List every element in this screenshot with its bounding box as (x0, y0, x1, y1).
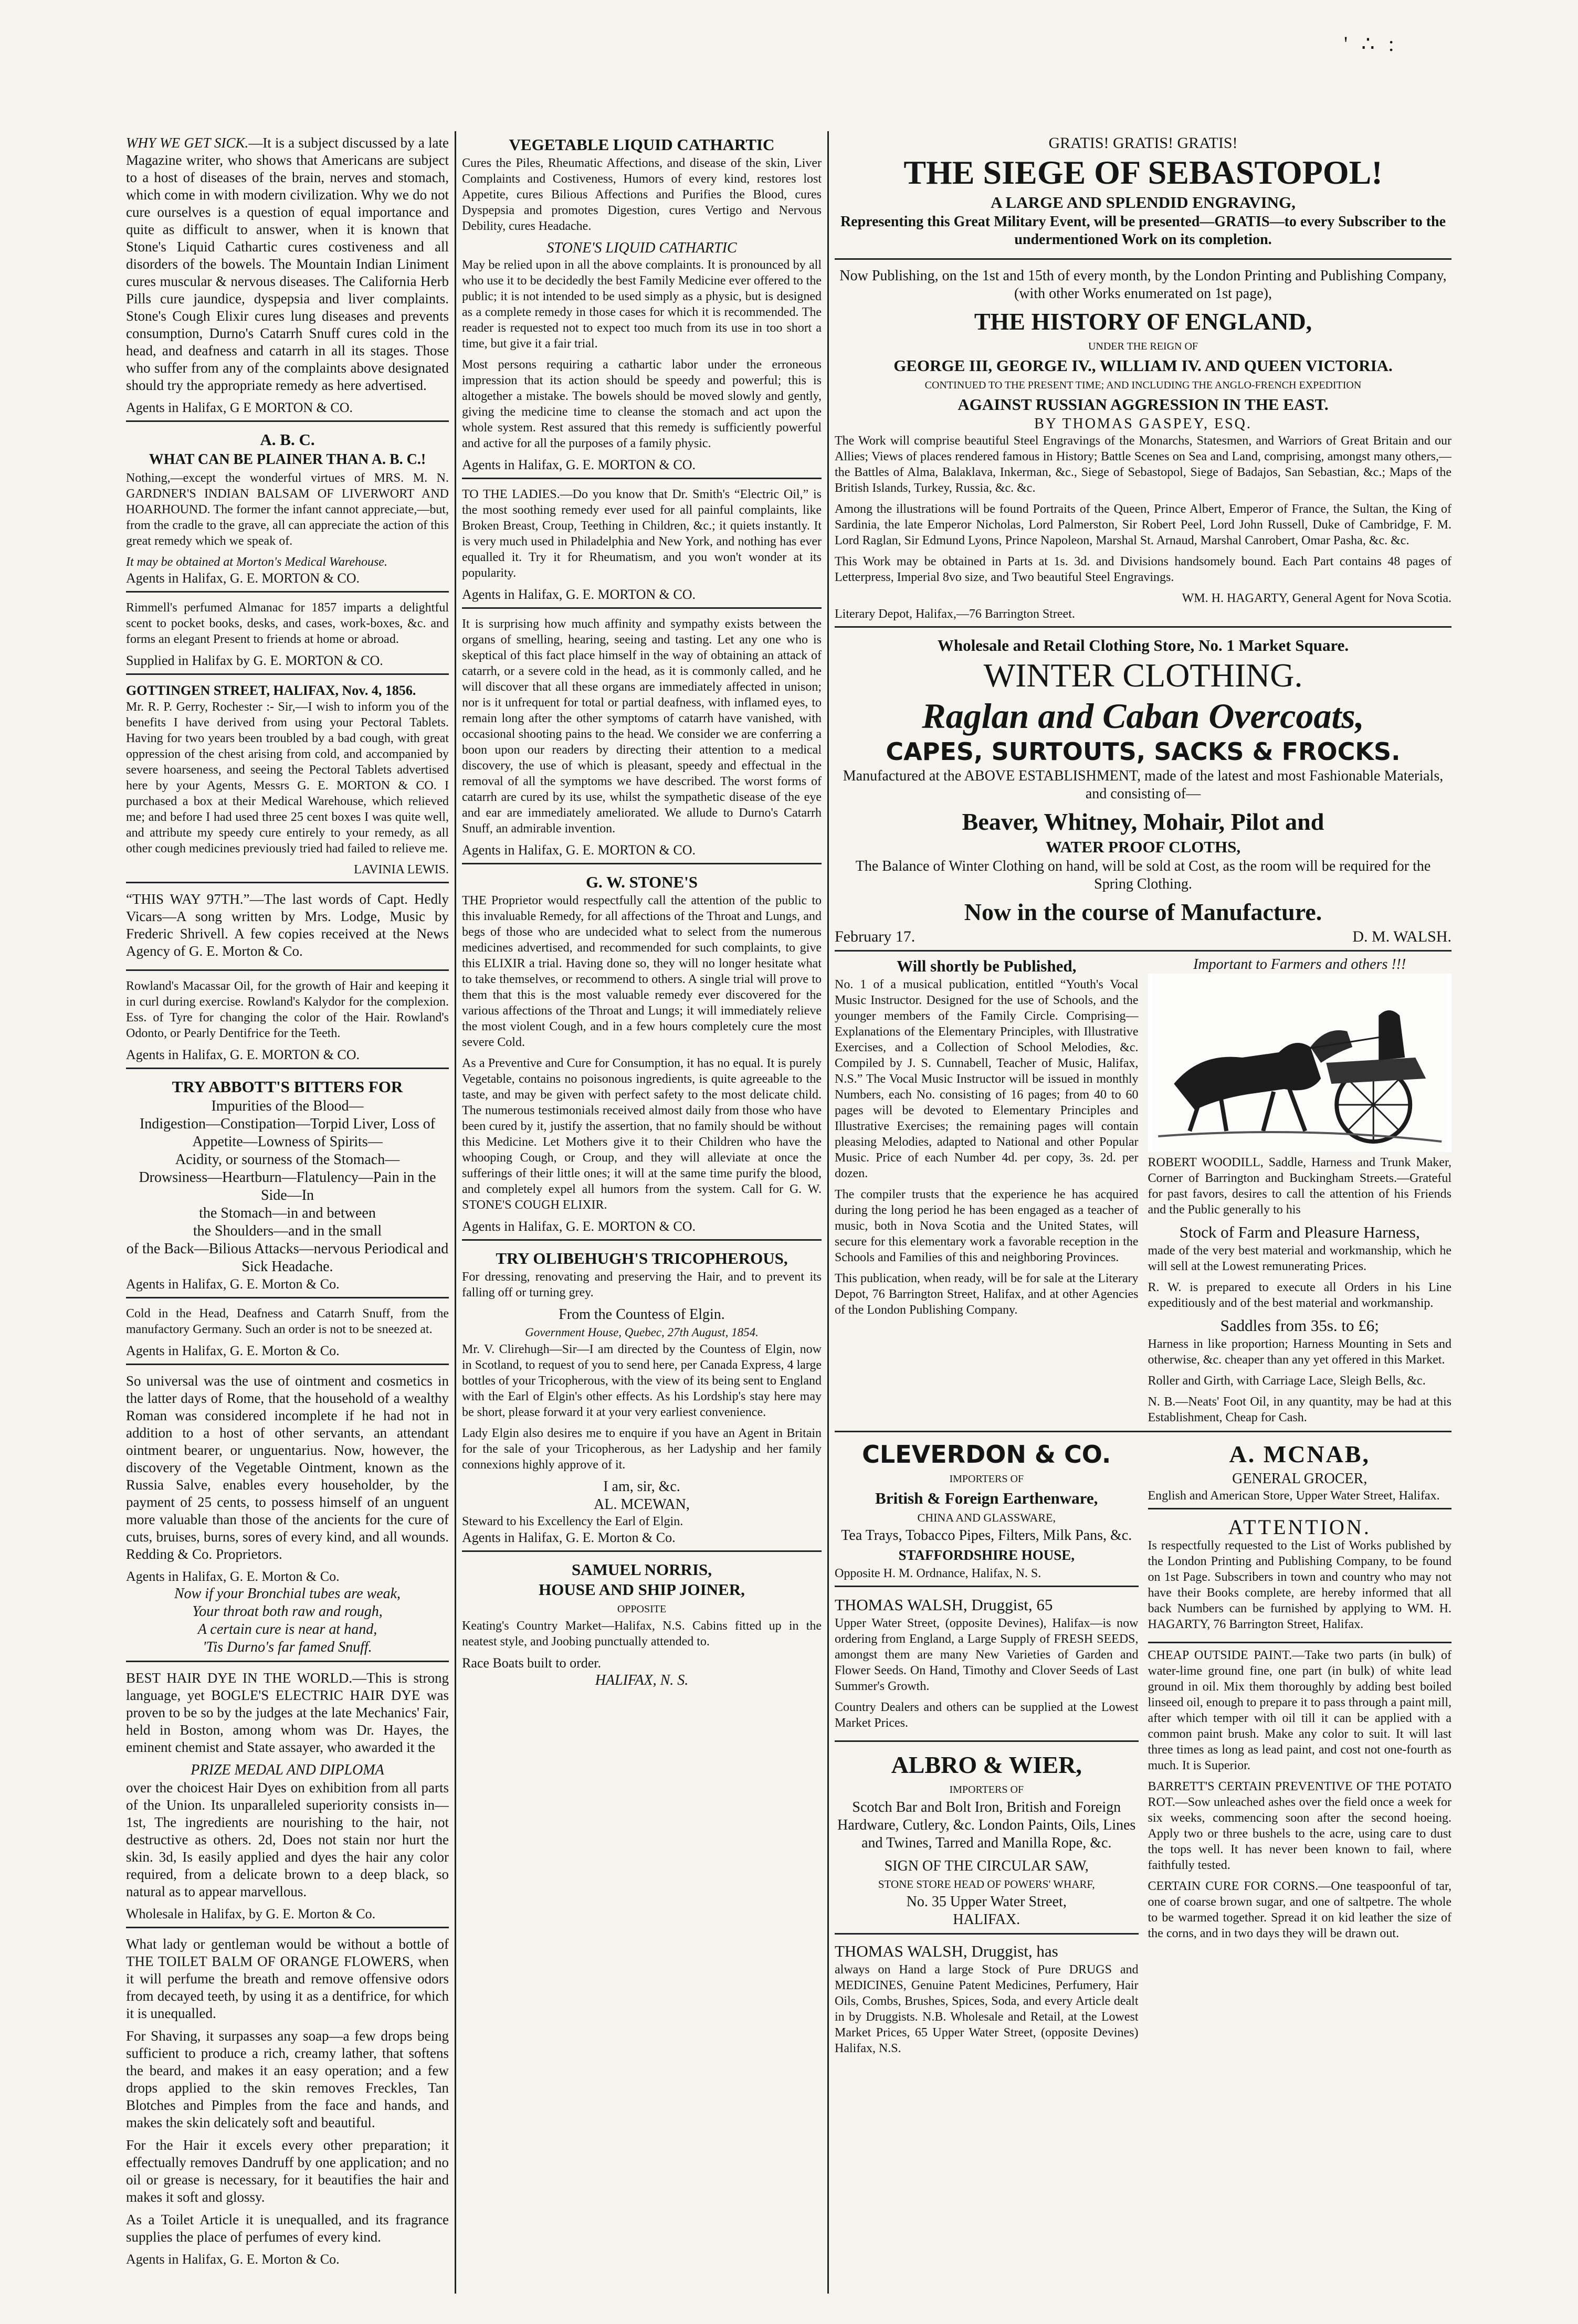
ad-title: THE HISTORY OF ENGLAND, (974, 308, 1312, 335)
column-rule (455, 131, 456, 2294)
ad-title: THOMAS WALSH, Druggist, has (835, 1942, 1058, 1960)
agents-line: Agents in Halifax, G. E. MORTON & CO. (126, 571, 360, 586)
ad-depot: Literary Depot, Halifax,—76 Barrington Street. (835, 607, 1075, 621)
ad-subtitle: A LARGE AND SPLENDID ENGRAVING, (991, 193, 1296, 212)
ad-importers: IMPORTERS OF (949, 1784, 1024, 1795)
abbott-line: the Shoulders—and in the small (193, 1223, 382, 1239)
ad-raglan: Raglan and Caban Overcoats, (922, 696, 1364, 736)
ad-title: TRY ABBOTT'S BITTERS FOR (172, 1078, 403, 1096)
ad-body: Rowland's Macassar Oil, for the growth of Hair and keeping it in curl during exercise. Rowland's Kalydor for the complexion. Ess. of Tyre for changing the color of the Hair. Rowland's Odonto, or Pearly Dentifrice for the Teeth. (126, 979, 449, 1040)
ad-dateline: Government House, Quebec, 27th August, 1854. (525, 1326, 759, 1339)
ad-mcnab (1148, 1435, 1452, 1509)
right-subcolumn (1148, 1435, 1452, 2062)
verse-line: A certain cure is near at hand, (197, 1621, 377, 1638)
ad-role: Steward to his Excellency the Earl of Elgin. (462, 1515, 683, 1528)
agents-line: Agents in Halifax, G E MORTON & CO. (126, 400, 353, 415)
ad-body: Country Dealers and others can be supplied at the Lowest Market Prices. (835, 1700, 1139, 1730)
ad-body: This Work may be obtained in Parts at 1s. 3d. and Divisions handsomely bound. Each Part contains 48 pages of Letterpress, Imperial 8vo size, and Two beautiful Steel Engravings. (835, 555, 1451, 584)
ad-walsh-seeds (835, 1591, 1139, 1742)
ad-body: Manufactured at the ABOVE ESTABLISHMENT, made of the latest and most Fashionable Materials, and consisting of— (843, 768, 1444, 802)
ad-subtitle: WHAT CAN BE PLAINER THAN A. B. C.! (149, 451, 426, 468)
ad-title: CLEVERDON & CO. (862, 1440, 1111, 1469)
ad-body: Mr. V. Clirehugh—Sir—I am directed by the Countess of Elgin, now in Scotland, to request of you to send here, per Canada Express, 4 large bottles of your Tricopherous, with the view of its being sent to England with the Earl of Elgin's other effects. As his Lordship's stay here may be short, please forward it at your very earliest convenience. (462, 1343, 822, 1419)
ad-recipes (1148, 1647, 1452, 1941)
ad-body: The compiler trusts that the experience he has acquired during the long period he has been engaged as a teacher of music, both in Nova Scotia and the United States, will secure for this elementary work a favorable reception in the Schools and Families of this and neighboring Provinces. (835, 1188, 1139, 1264)
agents-line: Agents in Halifax, G. E. Morton & Co. (126, 1343, 340, 1358)
ad-body: The Work will comprise beautiful Steel Engravings of the Monarchs, Statesmen, and Warriors of Great Britain and our Allies; Views of places rendered famous in History; Battle Scenes on Sea and Land, comprising, amongst many others,—the Battles of Alma, Balaklava, Inkerman, &c., Siege of Sebastopol, Siege of Badajos, San Sebastian, &c.; Maps of the British Islands, Turkey, Russia, &c. &c. (835, 434, 1451, 495)
ad-cloths: WATER PROOF CLOTHS, (1045, 838, 1241, 856)
ad-address: Opposite H. M. Ordnance, Halifax, N. S. (835, 1567, 1042, 1580)
column-left (126, 131, 449, 2294)
ad-music-publication (835, 956, 1139, 1431)
ad-tricopherous (462, 1245, 822, 1552)
ad-albro-wier (835, 1746, 1139, 1935)
ad-body: Scotch Bar and Bolt Iron, British and Foreign Hardware, Cutlery, &c. London Paints, Oils, Lines and Twines, Tarred and Manilla Rope, &c. (837, 1799, 1136, 1851)
ad-line: British & Foreign Earthenware, (875, 1489, 1098, 1507)
abbott-line: of the Back—Bilious Attacks—nervous Periodical and Sick Headache. (126, 1241, 449, 1275)
ad-sign: SIGN OF THE CIRCULAR SAW, (884, 1858, 1089, 1874)
ad-stock: Stock of Farm and Pleasure Harness, (1179, 1223, 1420, 1241)
ad-manufacture: Now in the course of Manufacture. (964, 899, 1322, 925)
ad-body: TO THE LADIES.—Do you know that Dr. Smith's “Electric Oil,” is the most soothing remedy ever used for all painful complaints, like Broken Breast, Croup, Teething in Children, &c.; it quiets instantly. It is very much used in Philadelphia and New York, and nothing has ever equalled it. Try it for Rheumatism, and you won't wonder at its popularity. (462, 488, 822, 580)
ad-subtitle: STONE'S LIQUID CATHARTIC (546, 240, 737, 256)
abbott-line: Impurities of the Blood— (211, 1098, 364, 1114)
split-row-2 (835, 1431, 1451, 2062)
agents-line: Agents in Halifax, G. E. MORTON & CO. (462, 457, 696, 472)
ad-body: N. B.—Neats' Foot Oil, in any quantity, may be had at this Establishment, Cheap for Cash. (1148, 1395, 1451, 1424)
ad-signature: AL. MCEWAN, (594, 1496, 690, 1513)
ad-body: Rimmell's perfumed Almanac for 1857 imparts a delightful scent to pocket books, desks, and cases, work-boxes, &c. and forms an elegant Present to friends at home or abroad. (126, 601, 449, 646)
agents-line: Agents in Halifax, G. E. Morton & Co. (126, 1276, 340, 1292)
ad-cleverdon (835, 1435, 1139, 1587)
agents-line: Agents in Halifax, G. E. MORTON & CO. (462, 1219, 696, 1234)
ad-body: Harness in like proportion; Harness Mounting in Sets and otherwise, &c. cheaper than any yet offered in this Market. (1148, 1337, 1451, 1367)
ad-attention (1148, 1514, 1452, 1643)
ad-subtitle: GENERAL GROCER, (1232, 1471, 1367, 1487)
ad-this-way (126, 888, 449, 971)
ad-body: Most persons requiring a cathartic labor under the erroneous impression that its action should be speedy and powerful; this is altogether a mistake. The bowels should be moved slowly and gently, giving the medicine time to cleanse the stomach and act upon the whole system. Rest assured that this remedy is sufficiently powerful and active for all the purposes of a family physic. (462, 358, 822, 450)
column-rule (827, 131, 829, 2294)
ad-body: R. W. is prepared to execute all Orders in his Line expeditiously and of the best material and workmanship. (1148, 1281, 1451, 1310)
ad-place: HALIFAX, N. S. (595, 1672, 689, 1688)
agents-line: Agents in Halifax, G. E. MORTON & CO. (462, 587, 696, 602)
ad-catarrh (462, 613, 822, 864)
ad-abc (126, 426, 449, 593)
ad-house: STAFFORDSHIRE HOUSE, (898, 1547, 1075, 1563)
ad-body: Keating's Country Market—Halifax, N.S. Cabins fitted up in the neatest style, and Joobing punctually attended to. (462, 1619, 822, 1649)
ad-body: —This is strong language, yet BOGLE'S ELECTRIC HAIR DYE was proven to be so by the judges at the late Mechanics' Fair, held in Boston, among whom was Dr. Hayes, the eminent chemist and State assayer, who awarded it the (126, 1670, 449, 1755)
ad-hair-dye (126, 1666, 449, 1928)
agents-line: Agents in Halifax, G. E. MORTON & CO. (462, 842, 696, 858)
ad-toilet-balm (126, 1932, 449, 2272)
ad-body: THE Proprietor would respectfully call the attention of the public to this invaluable Remedy, for all affections of the Throat and Lungs, and begs of those who are undecided what to select from the numerous medicines advertised, and recommended for such complaints, to give this ELIXIR a trial. Having done so, they will no longer hesitate what to take themselves, or recommend to others. A single trial will prove to them that this is the most valuable remedy ever discovered for the various affections of the Throat and Lungs; it will immediately relieve the most violent Cough, and in a few hours completely cure the most severe Cold. (462, 894, 822, 1049)
ad-body: made of the very best material and workmanship, which he will sell at the Lowest remunerating Prices. (1148, 1244, 1451, 1273)
ad-body: As a Preventive and Cure for Consumption, it has no equal. It is purely Vegetable, contains no poisonous ingredients, is quite agreeable to the taste, and may be given with perfect safety to the most delicate child. The numerous testimonials received almost daily from those who have been cured by it, justify the assertion, that no family should be without this Medicine. Let Mothers give it to their Children who have the whooping Cough, or Croup, and they will alleviate at once the sufferings of their little ones; it will at the same time purify the blood, and completely expel all humors from the system. Call for G. W. STONE'S COUGH ELIXIR. (462, 1057, 822, 1212)
ad-cold-snuff (126, 1303, 449, 1365)
ad-rimmel (126, 597, 449, 675)
ad-vegetable-cathartic (462, 131, 822, 479)
ad-title: G. W. STONE'S (585, 873, 698, 891)
ad-continued: CONTINUED TO THE PRESENT TIME; AND INCLUDING THE ANGLO-FRENCH EXPEDITION (924, 379, 1362, 391)
abbott-line: Acidity, or sourness of the Stomach— (175, 1152, 400, 1168)
recipe-corns: CERTAIN CURE FOR CORNS.—One teaspoonful of tar, one of coarse brown sugar, and one of saltpetre. The whole to be warmed together. Spread it on kid leather the size of the corns, and in two days they will be drawn out. (1148, 1879, 1451, 1940)
ad-title: ALBRO & WIER, (891, 1751, 1082, 1778)
ad-body: over the choicest Hair Dyes on exhibition from all parts of the Union. Its unparalleled superiority consists in—1st, The ingredients are nourishing to the hair, not destructive as others. 2d, Does not stain nor hurt the skin. 3d, Is easily applied and dyes the hair any color required, from a delicate brown to a deep black, so natural as to appear marvellous. (126, 1780, 449, 1899)
verse-line: 'Tis Durno's far famed Snuff. (203, 1639, 372, 1655)
ad-body: “THIS WAY 97TH.”—The last words of Capt. Hedly Vicars—A song written by Mrs. Lodge, Music by Frederic Shrivell. A few copies received at the News Agency of G. E. Morton & Co. (126, 891, 449, 959)
ad-body: Is respectfully requested to the List of Works published by the London Printing and Publishing Company, to be found on 1st Page. Subscribers in town and country who may not have their Books complete, are hereby informed that all back Numbers can be furnished by applying to WM. H. HAGARTY, 76 Barrington Street, Halifax. (1148, 1539, 1451, 1631)
ad-abbott (126, 1073, 449, 1298)
ad-sebastopol (835, 131, 1451, 260)
ad-body: Cold in the Head, Deafness and Catarrh Snuff, from the manufactory Germany. Such an order is not to be sneezed at. (126, 1307, 449, 1336)
verse-line: Now if your Bronchial tubes are weak, (174, 1586, 401, 1602)
ad-address: English and American Store, Upper Water Street, Halifax. (1148, 1489, 1440, 1503)
ad-body: This publication, when ready, will be for sale at the Literary Depot, 76 Barrington Street, Halifax, and at other Agencies of the London Publishing Company. (835, 1272, 1139, 1317)
agents-line: Agents in Halifax, G. E. MORTON & CO. (126, 1047, 360, 1062)
ad-body: Among the illustrations will be found Portraits of the Queen, Prince Albert, Emperor of France, the Sultan, the King of Sardinia, the late Emperor Nicholas, Lord Palmerston, Sir Robert Peel, Lord John Russell, Duke of Cambridge, F. M. Lord Raglan, Sir Edmund Lyons, Prince Napoleon, Marshal St. Arnaud, Marshal Canrobert, Omar Pasha, &c. &c. (835, 502, 1451, 547)
recipe-potato: BARRETT'S CERTAIN PREVENTIVE OF THE POTATO ROT.—Sow unleached ashes over the field once a week for six weeks, commencing soon after the second hoeing. Apply two or three bushels to the acre, using care to dust the tops well. It has never been known to fail, where faithfully tested. (1148, 1780, 1451, 1872)
ad-capes: CAPES, SURTOUTS, SACKS & FROCKS. (886, 737, 1401, 766)
ad-title: THOMAS WALSH, Druggist, 65 (835, 1596, 1053, 1614)
ad-footer (835, 928, 1451, 946)
ad-city: HALIFAX. (953, 1911, 1021, 1928)
ad-dateline: GOTTINGEN STREET, HALIFAX, Nov. 4, 1856. (126, 683, 416, 698)
ad-importers: IMPORTERS OF (949, 1473, 1024, 1485)
split-row-1 (835, 956, 1451, 1431)
ad-body: Nothing,—except the wonderful virtues of MRS. M. N. GARDNER'S INDIAN BALSAM OF LIVERWORT AND HOARHOUND. The former the infant cannot appreciate,—but, from the cradle to the grave, all can appreciate the action of this great remedy which we speak of. (126, 471, 449, 548)
ad-title: ATTENTION. (1228, 1515, 1371, 1539)
ad-body: —It is a subject discussed by a late Magazine writer, who shows that Americans are subject to a host of diseases of the brain, nerves and stomach, which come in with modern civilization. Why we do not cure ourselves is a question of equal importance and quite as difficult to answer, when it is known that Stone's Liquid Cathartic cures costiveness and all disorders of the bowels. The Mountain Indian Liniment cures muscular & nervous diseases. The California Herb Pills cure jaundice, dyspepsia and liver complaints. Stone's Cough Elixir cures lung diseases and prevents consumption, Durno's Catarrh Snuff cures cold in the head, and deafness and catarrh in all its stages. Those who suffer from any of the complaints above designated should try the appropriate remedy as here advertised. (126, 135, 449, 393)
ad-title: Will shortly be Published, (897, 957, 1077, 975)
ad-medal: PRIZE MEDAL AND DIPLOMA (191, 1762, 384, 1778)
ad-date: February 17. (835, 928, 916, 945)
ad-closing: I am, sir, &c. (603, 1478, 680, 1495)
ad-subtitle: HOUSE AND SHIP JOINER, (539, 1580, 745, 1599)
horse-carriage-engraving (1148, 974, 1452, 1152)
agents-line: Agents in Halifax, G. E. Morton & Co. (462, 1530, 676, 1545)
ad-materials: Beaver, Whitney, Mohair, Pilot and (962, 808, 1324, 835)
ad-body: Upper Water Street, (opposite Devines), Halifax—is now ordering from England, a Large Supply of FRESH SEEDS, amongst them are many New Varieties of Garden and Flower Seeds. On Hand, Timothy and Clover Seeds of Last Summer's Growth. (835, 1617, 1139, 1693)
ad-body: always on Hand a large Stock of Pure DRUGS and MEDICINES, Genuine Patent Medicines, Perfumery, Hair Oils, Combs, Brushes, Spices, Soda, and every Article dealt in by Druggists. N.B. Wholesale and Retail, at the Lowest Market Prices, 65 Upper Water Street, (opposite Devines) Halifax, N.S. (835, 1963, 1139, 2055)
ad-stones-elixir (462, 869, 822, 1241)
ad-title: TRY OLIBEHUGH'S TRICOPHEROUS, (496, 1249, 788, 1267)
ad-ladies (462, 483, 822, 609)
ad-signature: D. M. WALSH. (1352, 928, 1451, 945)
verse-line: Your throat both raw and rough, (192, 1603, 383, 1620)
ad-walsh-drugs (835, 1939, 1139, 2056)
ad-woodill (1148, 956, 1452, 1431)
ad-body: Lady Elgin also desires me to enquire if you have an Agent in Britain for the sale of your Tricopherous, as her Ladyship and her family connexions highly approve of it. (462, 1427, 822, 1472)
ad-title: VEGETABLE LIQUID CATHARTIC (509, 135, 775, 154)
ad-body: For the Hair it excels every other preparation; it effectually removes Dandruff by one application; and no oil or grease is necessary, for it beautifies the hair and makes it soft and glossy. (126, 2137, 449, 2205)
ad-author: BY THOMAS GASPEY, ESQ. (1034, 416, 1252, 432)
ad-against: AGAINST RUSSIAN AGGRESSION IN THE EAST. (958, 395, 1329, 414)
left-subcolumn (835, 1435, 1139, 2062)
column-middle (462, 131, 822, 2294)
ad-body: For Shaving, it surpasses any soap—a few drops being sufficient to produce a rich, creamy lather, that softens the beard, and makes it an easy operation; and a few drops applied to the skin removes Freckles, Tan Blotches and Pimples from the face and hands, and makes the skin delicately soft and beautiful. (126, 2028, 449, 2130)
ad-gottingen (126, 679, 449, 883)
ad-opposite: OPPOSITE (617, 1603, 667, 1615)
agents-line: Agents in Halifax, G. E. Morton & Co. (126, 2252, 340, 2267)
ad-note: It may be obtained at Morton's Medical Warehouse. (126, 555, 387, 569)
ad-store: Wholesale and Retail Clothing Store, No. 1 Market Square. (937, 636, 1349, 654)
agents-line: Agents in Halifax, G. E. Morton & Co. (126, 1569, 340, 1584)
ad-ointment (126, 1369, 449, 1662)
ad-body: For dressing, renovating and preserving the Hair, and to prevent its falling off or turning grey. (462, 1270, 822, 1300)
ad-title: WINTER CLOTHING. (983, 657, 1303, 694)
ad-body: Roller and Girth, with Carriage Lace, Sleigh Bells, &c. (1148, 1374, 1426, 1388)
ad-title: SAMUEL NORRIS, (572, 1560, 712, 1579)
ad-body: May be relied upon in all the above complaints. It is pronounced by all who use it to be decidedly the best Family Medicine ever offered to the public; it is not intended to be used simply as a physic, but is designed as a complete remedy in those cases for which it is recommended. The reader is requested not to expect too much from its use in too short a time, but give it a fair trial. (462, 258, 822, 351)
ad-body: Now Publishing, on the 1st and 15th of every month, by the London Printing and Publishing Company, (with other Works enumerated on 1st page), (839, 268, 1447, 302)
ad-body: What lady or gentleman would be without a bottle of THE TOILET BALM OF ORANGE FLOWERS, when it will perfume the breath and remove offensive odors from decayed teeth, by using it as a dentifrice, for which it is unequalled. (126, 1936, 449, 2021)
ad-body: So universal was the use of ointment and cosmetics in the latter days of Rome, that the household of a wealthy Roman was considered incomplete if he had not in addition to a host of other servants, an attendant ointment bearer, or unguentarius. Now, however, the discovery of the Vegetable Ointment, known as the Russia Salve, enables every householder, by the payment of 25 cents, to possess himself of an unguent more valuable than those of the ancients for the cure of cuts, bruises, burns, sores of every kind, and all wounds. Redding & Co. Proprietors. (126, 1373, 449, 1562)
ad-under: UNDER THE REIGN OF (1088, 341, 1198, 352)
ad-head: STONE STORE HEAD OF POWERS' WHARF, (878, 1878, 1095, 1890)
ad-body: Cures the Piles, Rheumatic Affections, and disease of the skin, Liver Complaints and Costiveness, Humors of every kind, restores lost Appetite, cures Bilious Affections and Purifies the Blood, cures Dyspepsia and promotes Digestion, cures Vertigo and Nervous Debility, cures Headache. (462, 156, 822, 233)
ad-rowland (126, 975, 449, 1069)
ad-heading: Important to Farmers and others !!! (1193, 956, 1406, 973)
ad-lead: WHY WE GET SICK. (126, 135, 249, 151)
agents-line: Supplied in Halifax by G. E. MORTON & CO. (126, 653, 383, 668)
ad-body: It is surprising how much affinity and sympathy exists between the organs of smelling, hearing, seeing and tasting. Let any one who is skeptical of this fact place himself in the way of obtaining an attack of catarrh, or a severe cold in the head, as it is commonly called, and he will discover that all these organs are immediately affected in unison; nor is it unfrequent for total or partial deafness, with inflamed eyes, to remain long after the other symptoms of catarrh have vanished, with occasional shooting pains to the head. We consider we are conferring a boon upon our readers by directing their attention to a medical discovery, the use of which is pleasant, speedy and effectual in the removal of all the symptoms we have described. The worst forms of catarrh are cured by its use, whilst the sympathetic disease of the eye and ear are immediately ameliorated. We allude to Durno's Catarrh Snuff, an admirable invention. (462, 617, 822, 836)
recipe-paint: CHEAP OUTSIDE PAINT.—Take two parts (in bulk) of water-lime ground fine, one part (in bulk) of white lead ground in oil. Mix them thoroughly by adding best boiled linseed oil, enough to prepare it to pass through a paint mill, after which temper with oil till it can be applied with a common paint brush. Make any color to suit. It will last three times as long as lead paint, and cost not one-fourth as much. It is Superior. (1148, 1649, 1451, 1772)
ad-winter-clothing (835, 632, 1451, 952)
ad-from: From the Countess of Elgin. (559, 1306, 725, 1323)
ad-body: The Balance of Winter Clothing on hand, will be sold at Cost, as the room will be required for the Spring Clothing. (855, 858, 1431, 892)
agents-line: Wholesale in Halifax, by G. E. Morton & Co. (126, 1906, 376, 1921)
ad-body: No. 1 of a musical publication, entitled “Youth's Vocal Music Instructor. Designed for the use of Schools, and the younger members of the Family Circle. Comprising—Explanations of the Elementary Principles, with Illustrative Exercises, and a Collection of School Melodies, &c. Compiled by J. S. Cunnabell, Teacher of Music, Halifax, N.S.” The Vocal Music Instructor will be issued in monthly Numbers, each No. consisting of 16 pages; from 40 to 60 pages will be devoted to Elementary Principles and Illustrative Exercises; the remaining pages will contain pleasing Melodies, adapted to National and other Popular Music. Price of each Number 4d. per copy, 3s. 2d. per dozen. (835, 978, 1139, 1180)
ad-line: Tea Trays, Tobacco Pipes, Filters, Milk Pans, &c. (841, 1527, 1132, 1544)
ad-why-sick (126, 131, 449, 422)
ad-line: CHINA AND GLASSWARE, (917, 1511, 1056, 1524)
abbott-line: Indigestion—Constipation—Torpid Liver, Loss of Appetite—Lowness of Spirits— (139, 1116, 436, 1150)
abbott-line: Drowsiness—Heartburn—Flatulency—Pain in the Side—In (139, 1169, 436, 1203)
ad-body: Representing this Great Military Event, will be presented—GRATIS—to every Subscriber to the undermentioned Work on its completion. (840, 214, 1446, 248)
ad-address: No. 35 Upper Water Street, (906, 1894, 1067, 1910)
ad-title: A. MCNAB, (1229, 1441, 1370, 1467)
ad-title: THE SIEGE OF SEBASTOPOL! (903, 154, 1383, 191)
ad-body: Mr. R. P. Gerry, Rochester :- Sir,—I wish to inform you of the benefits I have derived from using your Pectoral Tablets. Having for two years been troubled by a bad cough, with great oppression of the chest arising from cold, and accompanied by severe hoarseness, and seeing the Pectoral Tablets advertised here by your Agents, Messrs G. E. MORTON & CO. I purchased a box at their Medical Warehouse, which relieved me; and before I had used three 25 cent boxes I was quite well, and attribute my speedy cure entirely to your remedy, as all other cough medicines previously tried had failed to relieve me. (126, 700, 449, 855)
agents-line: Race Boats built to order. (462, 1655, 602, 1671)
ad-norris (462, 1556, 822, 1694)
ad-history-england (835, 264, 1451, 628)
column-right (835, 131, 1451, 2294)
ad-title: A. B. C. (260, 430, 315, 449)
ad-gratis: GRATIS! GRATIS! GRATIS! (1048, 134, 1238, 152)
ad-lead: BEST HAIR DYE IN THE WORLD. (126, 1670, 353, 1686)
ad-body: ROBERT WOODILL, Saddle, Harness and Trunk Maker, Corner of Barrington and Buckingham Streets.—Grateful for past favors, desires to call the attention of his Friends and the Public generally to his (1148, 1156, 1451, 1217)
corner-marks: ' ∴ : (1344, 32, 1398, 56)
ad-agent: WM. H. HAGARTY, General Agent for Nova Scotia. (1182, 591, 1451, 605)
ad-kings: GEORGE III, GEORGE IV., WILLIAM IV. AND QUEEN VICTORIA. (893, 356, 1393, 375)
abbott-line: the Stomach—in and between (199, 1205, 376, 1221)
ad-signature: LAVINIA LEWIS. (354, 863, 449, 876)
ad-saddles: Saddles from 35s. to £6; (1220, 1316, 1379, 1335)
ad-body: As a Toilet Article it is unequalled, and its fragrance supplies the place of perfumes of every kind. (126, 2212, 449, 2245)
